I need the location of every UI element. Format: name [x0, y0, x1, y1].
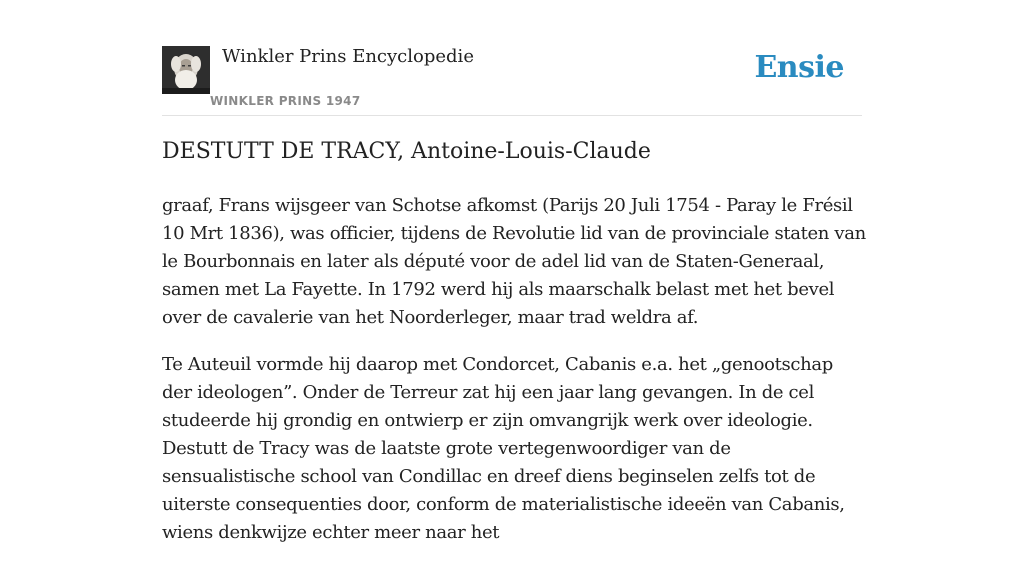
portrait-icon: [162, 46, 210, 94]
source-header: [162, 46, 862, 116]
ensie-logo[interactable]: Ensie: [754, 50, 844, 85]
source-name-link[interactable]: Winkler Prins Encyclopedie: [222, 46, 474, 67]
source-avatar[interactable]: [162, 46, 210, 94]
source-edition-label: WINKLER PRINS 1947: [210, 94, 361, 108]
article-title: DESTUTT DE TRACY, Antoine-Louis-Claude: [162, 139, 651, 164]
article-paragraph: graaf, Frans wijsgeer van Schotse afkomst (Parijs 20 Juli 1754 - Paray le Frésil 10 Mrt 1836), was officier, tijdens de Revolutie lid van de provinciale staten van le Bourbonnais en later als député voor de adel lid van de Staten-Generaal, samen met La Fayette. In 1792 werd hij als maarschalk belast met het bevel over de cavalerie van het Noorderleger, maar trad weldra af.: [162, 195, 866, 328]
article-body: [162, 192, 866, 566]
article-paragraph: Te Auteuil vormde hij daarop met Condorcet, Cabanis e.a. het „genootschap der ideologen”. Onder de Terreur zat hij een jaar lang gevangen. In de cel studeerde hij grondig en ontwierp er zijn omvangrijk werk over ideologie. Destutt de Tracy was de laatste grote vertegenwoordiger van de sensualistische school van Condillac en dreef diens beginselen zelfs tot de uiterste consequenties door, conform de materialistische ideeën van Cabanis, wiens denkwijze echter meer naar het: [162, 354, 845, 543]
